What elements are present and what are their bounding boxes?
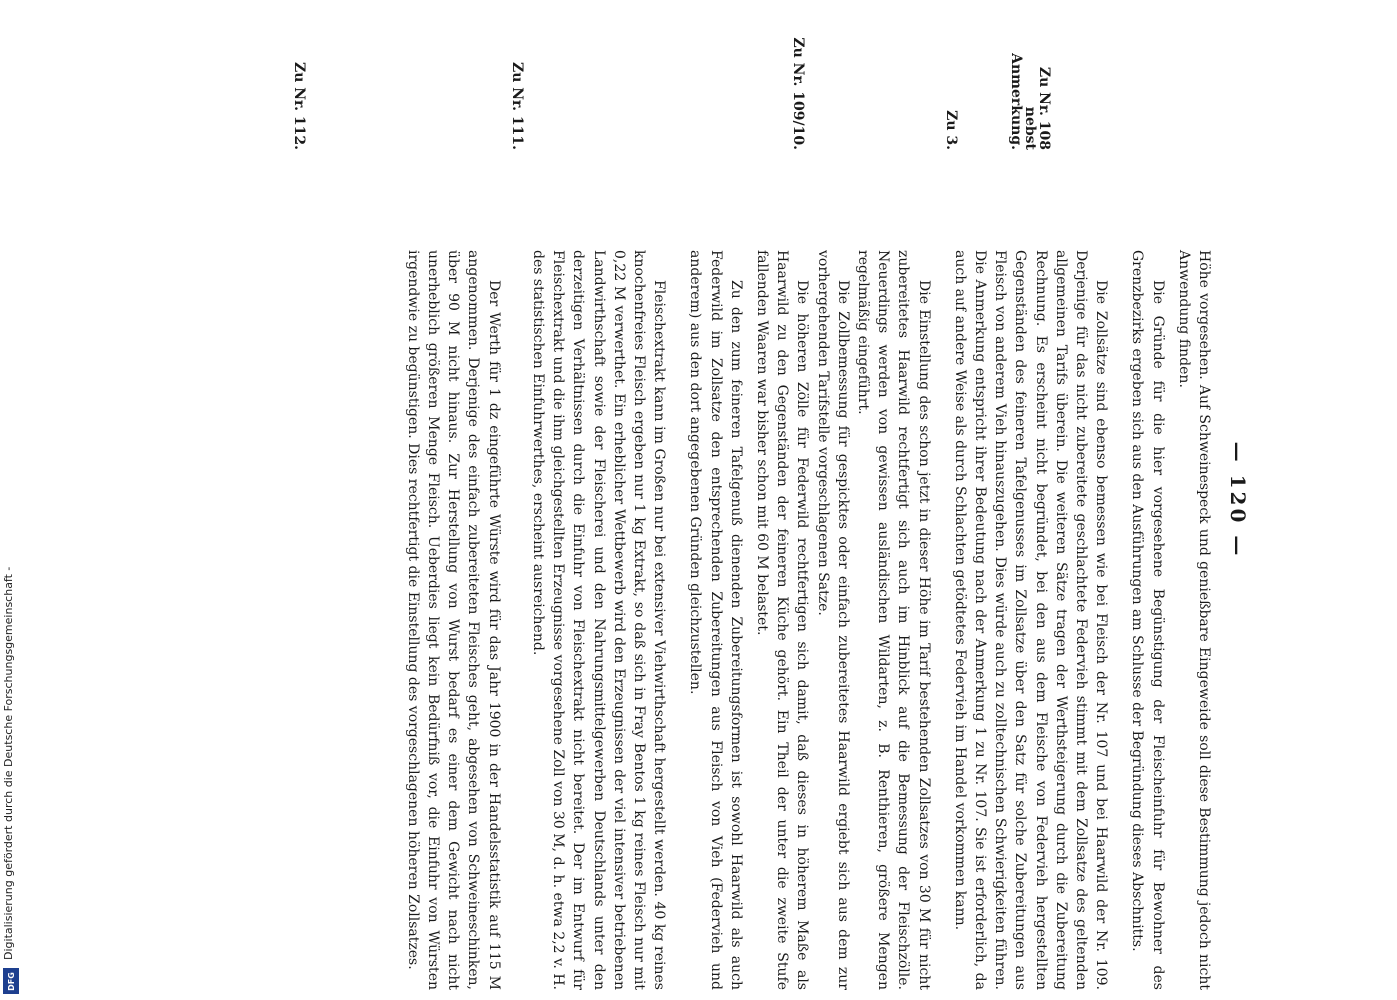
paragraph-7: Zu den zum feineren Tafelgenuß dienenden Zubereitungsformen ist sowohl Haarwild als auch Federwild im Zollsatze den entsprechenden Zubereitungen aus Fleisch von Vieh (Federvieh und anderem) aus den dort angegebenen Gründen gleichzustellen. (687, 250, 744, 990)
marginal-note-zu-108-line-2: nebst Anmerkung. (1008, 53, 1038, 150)
paragraph-9: Der Werth für 1 dz eingeführte Würste wird für das Jahr 1900 in der Handelsstatistik auf 115 M angenommen. Derjenige des einfach zubereiteten Fleisches geht, abgesehen von Schweineschinken, über 90 M nicht hinaus. Zur Herstellung von Wurst bedarf es einer dem Gewicht nach nicht unerheblich größeren Menge Fleisch. Ueberdies liegt kein Bedürfniß vor, die Einfuhr von Würsten irgendwie zu begünstigen. Dies rechtfertigt die Einstellung des vorgeschlagenen höheren Zollsatzes. (404, 250, 502, 990)
paragraph-5: Die Zollbemessung für gespicktes oder einfach zubereitetes Haarwild ergiebt sich aus dem zur vorhergehenden Tarifstelle vorgeschlagenen Satze. (814, 250, 851, 990)
marginal-note-zu-108-line-1: Zu Nr. 108 (1036, 66, 1052, 150)
page-number: — 120 — (1226, 441, 1250, 559)
marginal-note-zu-109-10: Zu Nr. 109/10. (790, 37, 806, 150)
digitization-credit (0, 0, 22, 1000)
marginal-note-zu-108 (1009, 30, 1051, 150)
paragraph-8: Fleischextrakt kann im Großen nur bei extensiver Viehwirthschaft hergestellt werden. 40 kg reines knochenfreies Fleisch ergeben nur 1 kg Extrakt, so daß sich in Fray Bentos 1 kg reines Fleisch nur mit 0,22 M verwerthet. Ein erheblicher Wettbewerb wird den Erzeugnissen der viel intensiver betriebenen Landwirthschaft sowie der Fleischerei und den Nahrungsmittelgewerben Deutschlands unter den derzeitigen Verhältnissen durch die Einfuhr von Fleischextrakt nicht bereitet. Der im Entwurf für Fleischextrakt und die ihm gleichgestellten Erzeugnisse vorgesehene Zoll von 30 M, d. h. etwa 2,2 v. H. des statistischen Einfuhrwerthes, erscheint ausreichend. (529, 250, 668, 990)
dfg-logo (3, 968, 19, 994)
dfg-logo-text: DFG (6, 971, 16, 991)
document-page (50, 0, 1250, 1000)
paragraph-1: Höhe vorgesehen. Auf Schweinespeck und genießbare Eingeweide soll diese Bestimmung jedoch nicht Anwendung finden. (1175, 250, 1212, 990)
paragraph-3: Die Zollsätze sind ebenso bemessen wie bei Fleisch der Nr. 107 und bei Haarwild der Nr. 109. Derjenige für das nicht zubereitete geschlachtete Federvieh stimmt mit dem Zollsatze des geltenden allgemeinen Tarifs überein. Die weiteren Sätze tragen der Werthsteigerung durch die Zubereitung Rechnung. Es erscheint nicht begründet, bei den aus dem Fleische von Federvieh hergestellten Gegenständen des feineren Tafelgenusses im Zollsatze über den Satz für solche Zubereitungen aus Fleisch von anderem Vieh hinauszugehen. Dies würde auch zu zolltechnischen Schwierigkeiten führen. Die Anmerkung entspricht ihrer Bedeutung nach der Anmerkung 1 zu Nr. 107. Sie ist erforderlich, da auch auf andere Weise als durch Schlachten getödtetes Federvieh im Handel vorkommen kann. (951, 250, 1110, 990)
paragraph-4: Die Einstellung des schon jetzt in dieser Höhe im Tarif bestehenden Zollsatzes von 30 M für nicht zubereitetes Haarwild rechtfertigt sich auch im Hinblick auf die Bemessung der Fleischzölle. Neuerdings werden von gewissen ausländischen Wildarten, z. B. Renthieren, größere Mengen regelmäßig eingeführt. (854, 250, 932, 990)
paragraph-2: Die Gründe für die hier vorgesehene Begünstigung der Fleischeinfuhr für Bewohner des Grenzbezirks ergeben sich aus den Ausführungen am Schlusse der Begründung dieses Abschnitts. (1129, 250, 1166, 990)
marginal-note-zu-112: Zu Nr. 112. (291, 61, 307, 150)
paragraph-6: Die höheren Zölle für Federwild rechtfertigen sich damit, daß dieses in höherem Maße als Haarwild zu den Gegenständen der feineren Küche gehört. Ein Theil der unter die zweite Stufe fallenden Waaren war bisher schon mit 60 M belastet. (753, 250, 811, 990)
marginal-note-zu-111: Zu Nr. 111. (509, 61, 525, 150)
body-text (403, 250, 1214, 990)
marginal-note-zu-3: Zu 3. (943, 110, 959, 150)
credit-text: Digitalisierung gefördert durch die Deutsche Forschungsgemeinschaft - (2, 566, 15, 960)
